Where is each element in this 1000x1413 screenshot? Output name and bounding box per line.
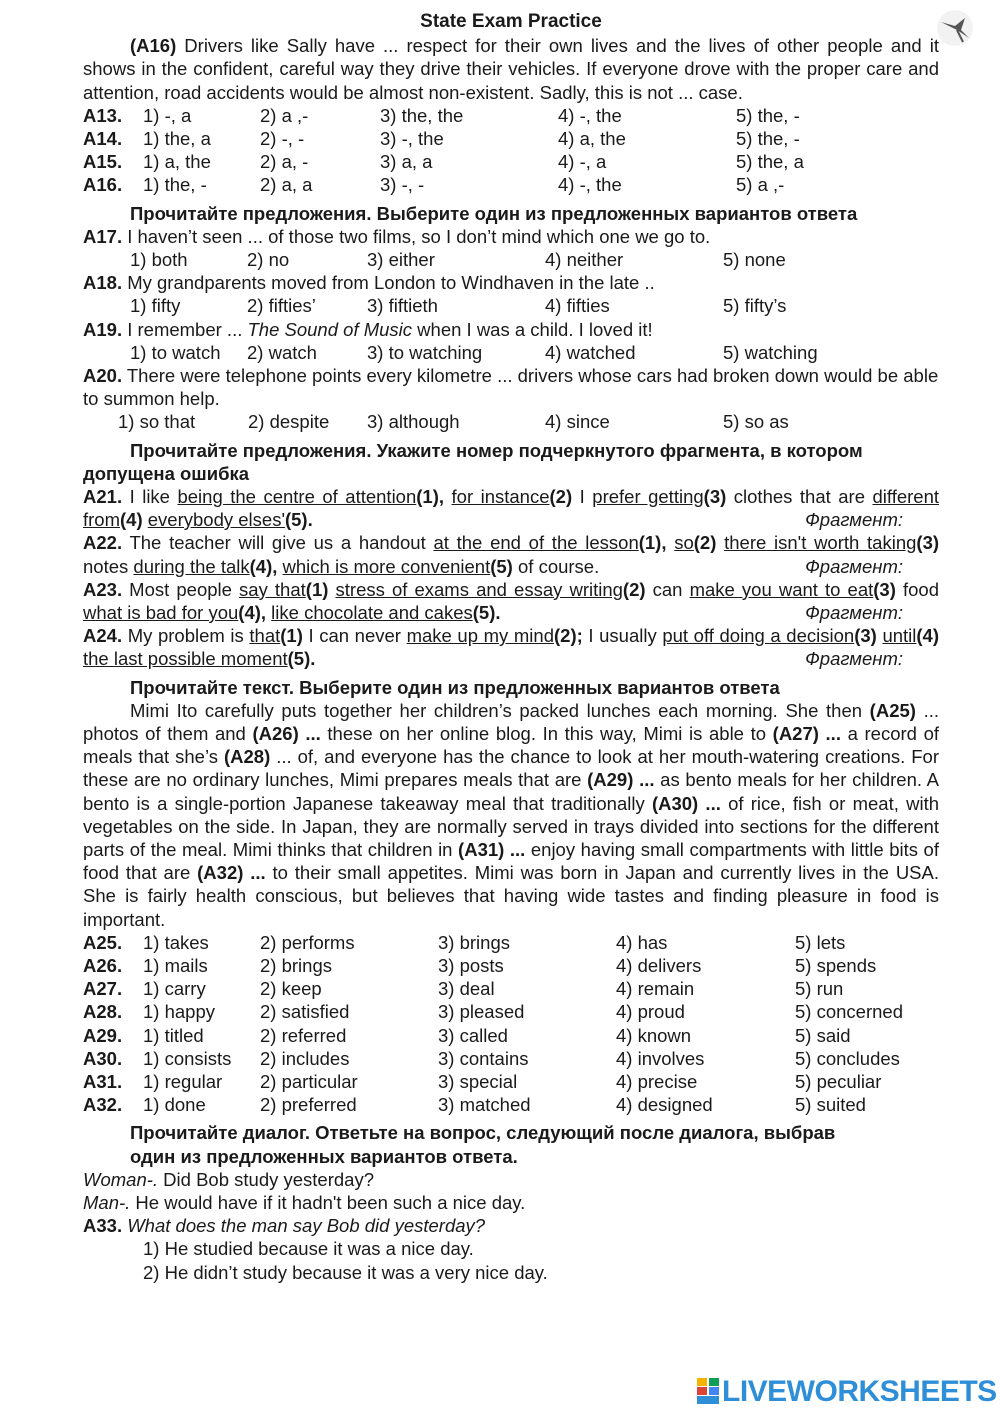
question-a23: A23. Most people say that(1) stress of exams and essay writing(2) can make you want to eat(3) food what is bad for you(4), like chocolate and cakes(5). Фрагмент: xyxy=(83,578,939,623)
answer-option[interactable]: 1) He studied because it was a nice day. xyxy=(143,1238,474,1260)
bird-logo-icon xyxy=(935,8,975,48)
question-a18: A18. My grandparents moved from London to Windhaven in the late .. 1) fifty 2) fifties’ 3) fiftieth 4) fifties 5) fifty’s xyxy=(83,272,787,317)
question-row: A28. 1) happy 2) satisfied 3) pleased 4) proud 5) concerned xyxy=(83,1001,903,1023)
worksheet xyxy=(83,10,939,1284)
article-questions xyxy=(83,104,939,197)
question-a20: A20. There were telephone points every kilometre ... drivers whose cars had broken down would be able to summon help. 1) so that 2) despite 3) although 4) since 5) so as xyxy=(83,364,939,433)
question-row: A30. 1) consists 2) includes 3) contains 4) involves 5) concludes xyxy=(83,1047,900,1069)
question-row: A26. 1) mails 2) brings 3) posts 4) delivers 5) spends xyxy=(83,954,877,976)
question-row: A15. 1) a, the 2) a, - 3) a, a 4) -, a 5) the, a xyxy=(83,151,804,173)
question-a24: A24. My problem is that(1) I can never make up my mind(2); I usually put off doing a decision(3) until(4) the last possible moment(5). Фрагмент: xyxy=(83,625,940,670)
question-a17: A17. I haven’t seen ... of those two films, so I don’t mind which one we go to. 1) both 2) no 3) either 4) neither 5) none xyxy=(83,225,786,270)
question-row: A27. 1) carry 2) keep 3) deal 4) remain 5) run xyxy=(83,978,844,1000)
answer-option[interactable]: 2) He didn’t study because it was a very nice day. xyxy=(143,1261,548,1283)
passage-articles: (A16) Drivers like Sally have ... respect for their own lives and the lives of other people and it shows in the confident, careful way they drive their vehicles. If everyone drove with the proper care and attention, road accidents would be almost non-existent. Sadly, this is not ... case. xyxy=(83,35,939,103)
fragment-label: Фрагмент: xyxy=(805,509,903,531)
section-instruction-cont: допущена ошибка xyxy=(83,462,250,484)
dialog: Woman-. Did Bob study yesterday? Man-. He would have if it hadn't been such a nice day. A33. What does the man say Bob did yesterday? 1) He studied because it was a nice day. 2) He didn’t study because it was a very nice day. xyxy=(83,1168,939,1284)
section-instruction: Прочитайте диалог. Ответьте на вопрос, следующий после диалога, выбрав xyxy=(130,1122,836,1144)
fragment-label: Фрагмент: xyxy=(805,648,903,670)
page-title: State Exam Practice xyxy=(420,11,602,32)
passage-mimi: Mimi Ito carefully puts together her children’s packed lunches each morning. She then (A25) ... photos of them and (A26) ... these on her online blog. In this way, Mimi is able to (A27) ... a record of meals that she’s (A28) ... of, and everyone has the chance to look at her mouth-watering creations. For these are no ordinary lunches, Mimi prepares meals that are (A29) ... as bento meals for her children. A bento is a single-portion Japanese takeaway meal that traditionally (A30) ... of rice, fish or meat, with vegetables on the side. In Japan, they are normally served in trays divided into sections for the different parts of the meal. Mimi thinks that children in (A31) ... enjoy having small compartments with little bits of food that are (A32) ... to their small appetites. Mimi was born in Japan and currently lives in the USA. She is fairly health conscious, but believes that having wide tastes and finding pleasure in food is important. xyxy=(83,699,939,930)
question-a19: A19. I remember ... The Sound of Music when I was a child. I loved it! 1) to watch 2) watch 3) to watching 4) watched 5) watching xyxy=(83,318,818,363)
question-row: A29. 1) titled 2) referred 3) called 4) known 5) said xyxy=(83,1024,851,1046)
section-instruction: Прочитайте текст. Выберите один из предложенных вариантов ответа xyxy=(130,676,780,698)
question-row: A13. 1) -, a 2) a ,- 3) the, the 4) -, the 5) the, - xyxy=(83,104,800,126)
question-row: A25. 1) takes 2) performs 3) brings 4) has 5) lets xyxy=(83,931,846,953)
question-row: A32. 1) done 2) preferred 3) matched 4) designed 5) suited xyxy=(83,1094,866,1116)
section-instruction: Прочитайте предложения. Выберите один из предложенных вариантов ответа xyxy=(130,202,858,224)
question-a21: A21. I like being the centre of attention(1), for instance(2) I prefer getting(3) clothes that are different from(4) everybody elses'(5). Фрагмент: xyxy=(83,485,939,531)
question-row: A14. 1) the, a 2) -, - 3) -, the 4) a, the 5) the, - xyxy=(83,128,800,149)
fragment-label: Фрагмент: xyxy=(805,555,903,577)
fragment-label: Фрагмент: xyxy=(805,601,903,623)
question-row: A16. 1) the, - 2) a, a 3) -, - 4) -, the 5) a ,- xyxy=(83,174,785,196)
liveworksheets-logo[interactable]: LIVEWORKSHEETS xyxy=(697,1375,997,1409)
section-instruction: Прочитайте предложения. Укажите номер подчеркнутого фрагмента, в котором xyxy=(130,439,863,461)
question-a22: A22. The teacher will give us a handout at the end of the lesson(1), so(2) there isn't worth taking(3) notes during the talk(4), which is more convenient(5) of course. Фрагмент: xyxy=(83,532,940,577)
section-instruction-cont: один из предложенных вариантов ответа. xyxy=(130,1145,518,1167)
mimi-questions xyxy=(83,931,939,1117)
question-row: A31. 1) regular 2) particular 3) special 4) precise 5) peculiar xyxy=(83,1070,882,1092)
liveworksheets-icon xyxy=(697,1378,719,1404)
